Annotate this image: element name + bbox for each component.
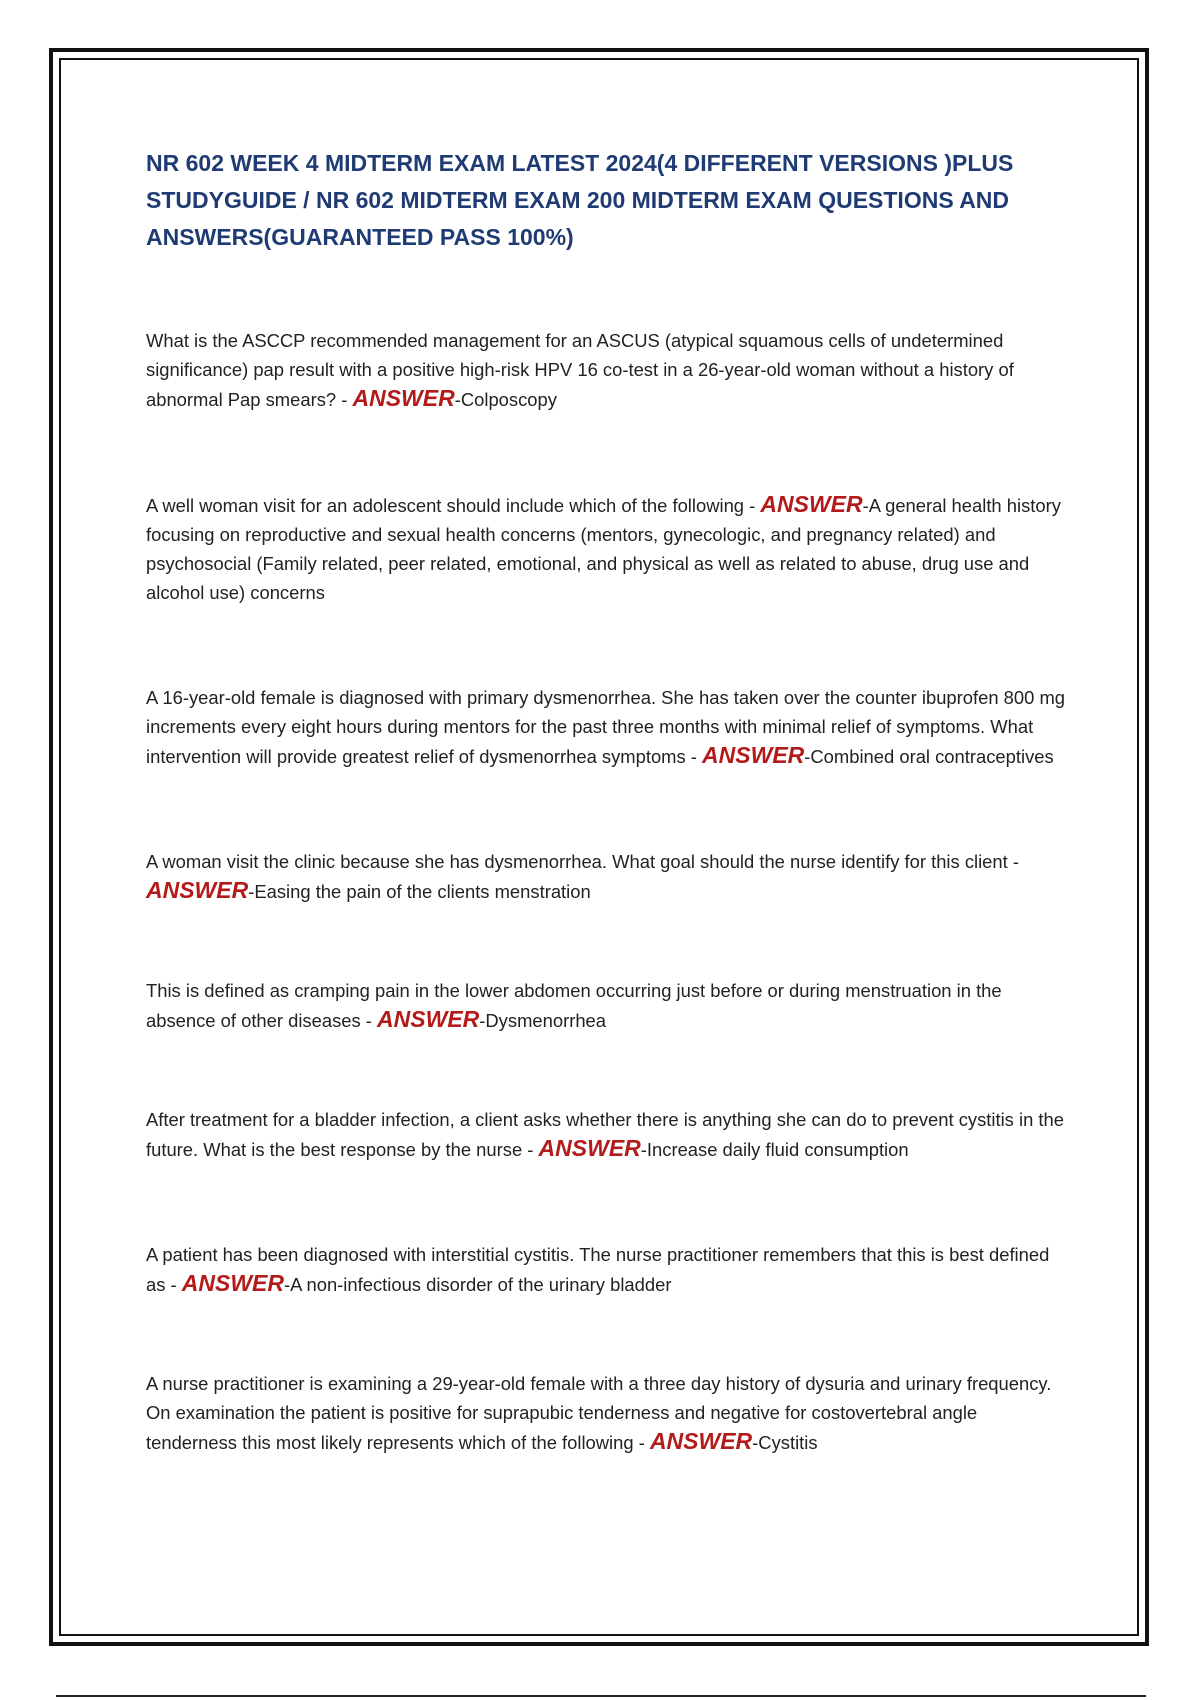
next-page-rule (56, 1695, 1146, 1697)
answer-label: ANSWER (702, 742, 805, 768)
qa-item (146, 490, 1066, 607)
qa-item (146, 976, 1066, 1035)
qa-item (146, 1105, 1066, 1164)
question-text: What is the ASCCP recommended management for an ASCUS (atypical squamous cells of undetermined significance) pap result with a positive high-risk HPV 16 co-test in a 26-year-old woman without a history of abnormal Pap smears? - (146, 330, 1014, 410)
answer-label: ANSWER (760, 491, 863, 517)
answer-label: ANSWER (146, 877, 249, 903)
document-title: NR 602 WEEK 4 MIDTERM EXAM LATEST 2024(4 DIFFERENT VERSIONS )PLUS STUDYGUIDE / NR 602 MIDTERM EXAM 200 MIDTERM EXAM QUESTIONS AND ANSWERS(GUARANTEED PASS 100%) (146, 150, 1014, 250)
qa-item (146, 1369, 1066, 1457)
answer-label: ANSWER (649, 1428, 753, 1454)
document-body (146, 145, 1066, 1533)
answer-text: -A general health history focusing on reproductive and sexual health concerns (mentors, gynecologic, and pregnancy related) and psychosocial (Family related, peer related, emotional, and physical as well as related to abuse, drug use and alcohol use) concerns (146, 495, 1061, 603)
answer-text: -Dysmenorrhea (479, 1010, 607, 1031)
question-text: A 16-year-old female is diagnosed with primary dysmenorrhea. She has taken over the counter ibuprofen 800 mg increments every eight hours during mentors for the past three months with minimal relief of symptoms. What intervention will provide greatest relief of dysmenorrhea symptoms - (146, 687, 1066, 767)
answer-label: ANSWER (181, 1270, 285, 1296)
question-text: A patient has been diagnosed with interstitial cystitis. The nurse practitioner remembers that this is best defined as - (146, 1244, 1050, 1295)
answer-text: -Combined oral contraceptives (804, 746, 1054, 767)
answer-text: -Increase daily fluid consumption (640, 1139, 909, 1160)
answer-text: -A non-infectious disorder of the urinary bladder (284, 1274, 672, 1295)
answer-text: -Cystitis (752, 1432, 818, 1453)
answer-text: -Easing the pain of the clients menstration (248, 881, 591, 902)
question-text: A woman visit the clinic because she has dysmenorrhea. What goal should the nurse identify for this client - (146, 851, 1019, 872)
qa-item (146, 1240, 1066, 1299)
qa-item (146, 326, 1066, 414)
answer-label: ANSWER (377, 1006, 480, 1032)
question-text: This is defined as cramping pain in the lower abdomen occurring just before or during menstruation in the absence of other diseases - (146, 980, 1002, 1031)
qa-item (146, 683, 1066, 771)
question-text: After treatment for a bladder infection, a client asks whether there is anything she can do to prevent cystitis in the future. What is the best response by the nurse - (146, 1109, 1064, 1160)
question-text: A nurse practitioner is examining a 29-year-old female with a three day history of dysuria and urinary frequency. On examination the patient is positive for suprapubic tenderness and negative for costovertebral angle tenderness this most likely represents which of the following - (146, 1373, 1052, 1453)
qa-item (146, 847, 1066, 906)
answer-label: ANSWER (352, 385, 455, 411)
answer-text: -Colposcopy (454, 389, 557, 410)
question-text: A well woman visit for an adolescent should include which of the following - (146, 495, 761, 516)
answer-label: ANSWER (538, 1135, 641, 1161)
